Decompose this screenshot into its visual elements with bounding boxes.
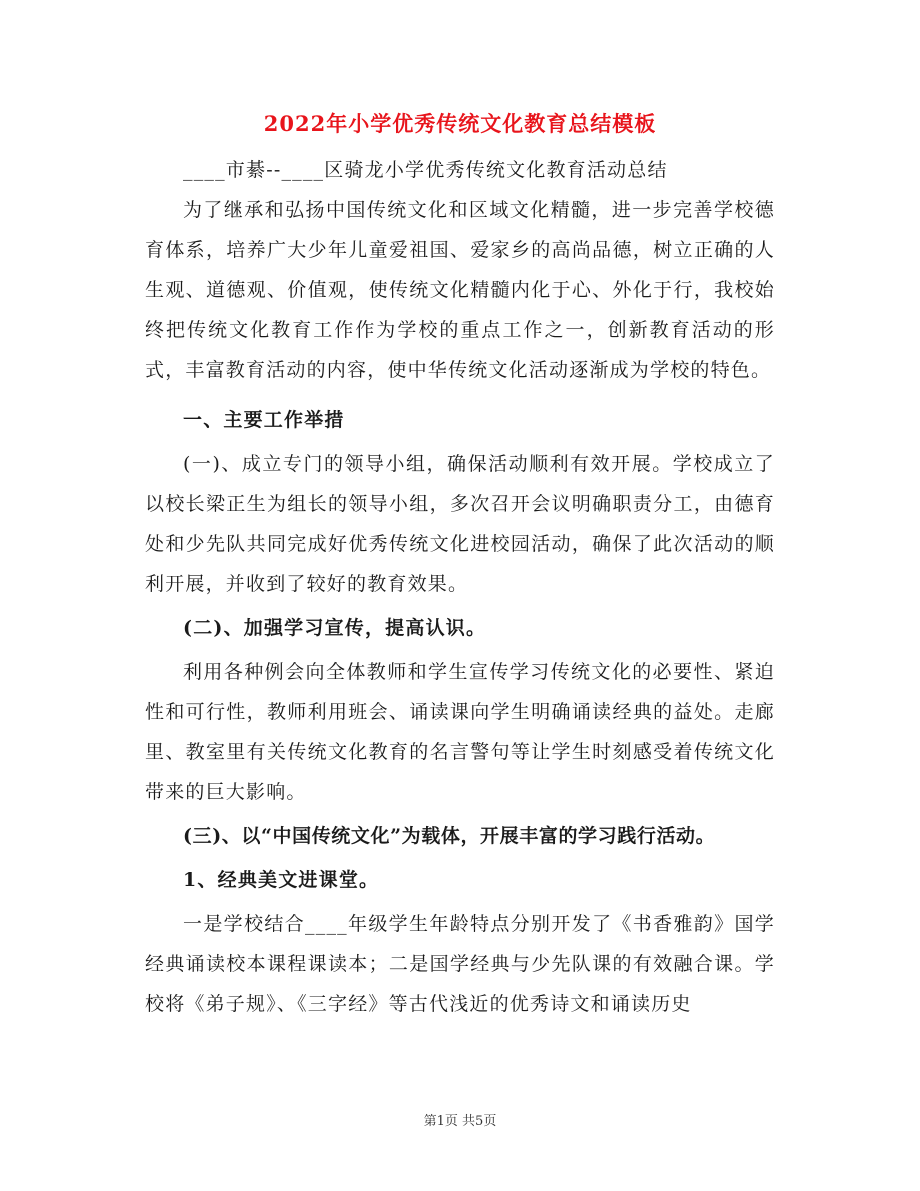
document-body [145, 150, 775, 1024]
sub-paragraph-classics: 一是学校结合____年级学生年龄特点分别开发了《书香雅韵》国学经典诵读校本课程课读本；二是国学经典与少先队课的有效融合课。学校将《弟子规》、《三字经》等古代浅近的优秀诗文和诵读历史 [145, 913, 775, 1015]
subtitle-line: ____市綦--____区骑龙小学优秀传统文化教育活动总结 [183, 159, 668, 181]
item-heading-activities: (三)、以“中国传统文化”为载体，开展丰富的学习践行活动。 [183, 825, 716, 847]
intro-paragraph: 为了继承和弘扬中国传统文化和区域文化精髓，进一步完善学校德育体系，培养广大少年儿童爱祖国、爱家乡的高尚品德，树立正确的人生观、道德观、价值观，使传统文化精髓内化于心、外化于行，我校始终把传统文化教育工作作为学校的重点工作之一，创新教育活动的形式，丰富教育活动的内容，使中华传统文化活动逐渐成为学校的特色。 [145, 199, 775, 381]
item-paragraph-publicity: 利用各种例会向全体教师和学生宣传学习传统文化的必要性、紧迫性和可行性，教师利用班会、诵读课向学生明确诵读经典的益处。走廊里、教室里有关传统文化教育的名言警句等让学生时刻感受着传统文化带来的巨大影响。 [145, 661, 775, 803]
sub-heading-classics: 1、经典美文进课堂。 [183, 869, 380, 891]
section-heading-main-measures: 一、主要工作举措 [183, 409, 345, 431]
item-heading-publicity: (二)、加强学习宣传，提高认识。 [183, 617, 487, 639]
item-paragraph-leadership: (一)、成立专门的领导小组，确保活动顺利有效开展。学校成立了以校长梁正生为组长的领导小组，多次召开会议明确职责分工，由德育处和少先队共同完成好优秀传统文化进校园活动，确保了此次活动的顺利开展，并收到了较好的教育效果。 [145, 453, 775, 595]
document-title: 2022年小学优秀传统文化教育总结模板 [263, 111, 657, 136]
page-number-footer: 第1页 共5页 [423, 1114, 497, 1129]
